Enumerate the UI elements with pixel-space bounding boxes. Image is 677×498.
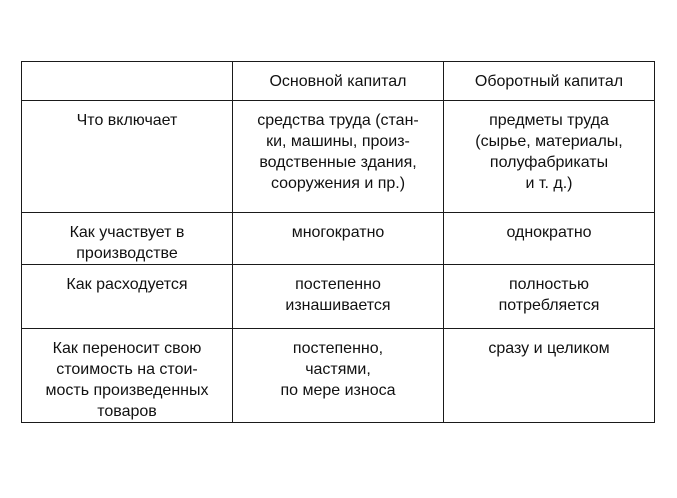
- circulating-capital-cell: сразу и целиком: [444, 329, 655, 423]
- header-cell-empty: [22, 62, 233, 101]
- row-question-cell: Как участвует в производстве: [22, 213, 233, 265]
- header-cell-circulating-capital: Оборотный капитал: [444, 62, 655, 101]
- table-row: [22, 265, 655, 329]
- table-header-row: [22, 62, 655, 101]
- fixed-capital-cell: многократно: [233, 213, 444, 265]
- header-cell-fixed-capital: Основной капитал: [233, 62, 444, 101]
- circulating-capital-cell: полностью потребляется: [444, 265, 655, 329]
- fixed-capital-cell: постепенно изнашивается: [233, 265, 444, 329]
- fixed-capital-cell: постепенно, частями, по мере износа: [233, 329, 444, 423]
- capital-comparison-table: [21, 61, 655, 423]
- table-row: [22, 101, 655, 213]
- table-row: [22, 329, 655, 423]
- fixed-capital-cell: средства труда (стан- ки, машины, произ- водственные здания, сооружения и пр.): [233, 101, 444, 213]
- circulating-capital-cell: предметы труда (сырье, материалы, полуфабрикаты и т. д.): [444, 101, 655, 213]
- row-question-cell: Как переносит свою стоимость на стои- мость произведенных товаров: [22, 329, 233, 423]
- circulating-capital-cell: однократно: [444, 213, 655, 265]
- table-row: [22, 213, 655, 265]
- row-question-cell: Как расходуется: [22, 265, 233, 329]
- row-question-cell: Что включает: [22, 101, 233, 213]
